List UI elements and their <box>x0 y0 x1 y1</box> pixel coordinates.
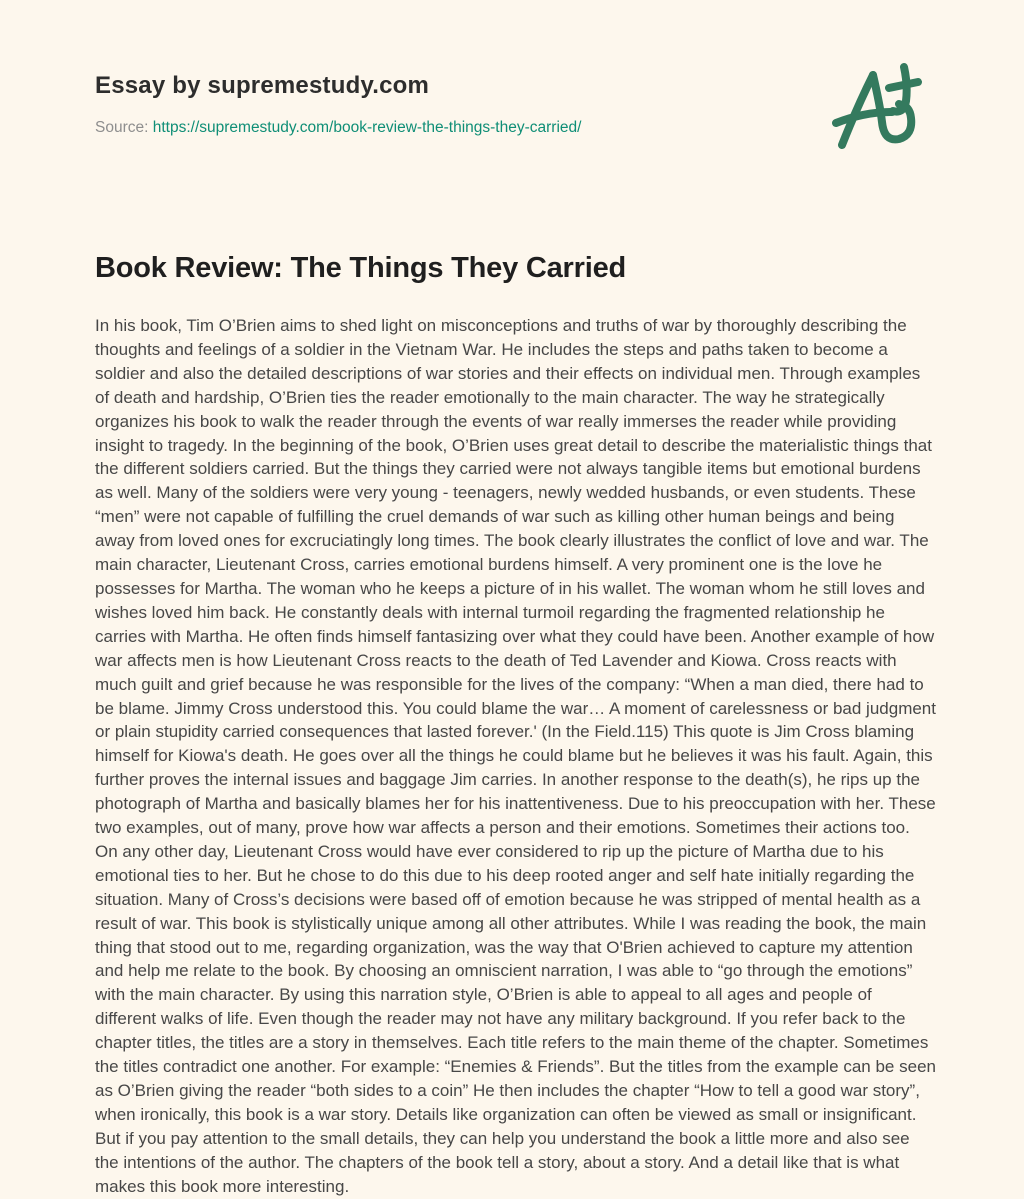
article-title: Book Review: The Things They Carried <box>95 252 627 284</box>
page-header-title: Essay by supremestudy.com <box>95 72 430 99</box>
source-label: Source: <box>95 119 149 136</box>
article-body-text: In his book, Tim O’Brien aims to shed light on misconceptions and truths of war by thoroughly describing the thoughts and feelings of a soldier in the Vietnam War. He includes the steps and paths taken to become a soldier and also the detailed descriptions of war stories and their effects on individual men. Through examples of death and hardship, O’Brien ties the reader emotionally to the main character. The way he strategically organizes his book to walk the reader through the events of war really immerses the reader while providing insight to tragedy. In the beginning of the book, O’Brien uses great detail to describe the materialistic things that the different soldiers carried. But the things they carried were not always tangible items but emotional burdens as well. Many of the soldiers were very young - teenagers, newly wedded husbands, or even students. These “men” were not capable of fulfilling the cruel demands of war such as killing other human beings and being away from loved ones for excruciatingly long times. The book clearly illustrates the conflict of love and war. The main character, Lieutenant Cross, carries emotional burdens himself. A very prominent one is the love he possesses for Martha. The woman who he keeps a picture of in his wallet. The woman whom he still loves and wishes loved him back. He constantly deals with internal turmoil regarding the fragmented relationship he carries with Martha. He often finds himself fantasizing over what they could have been. Another example of how war affects men is how Lieutenant Cross reacts to the death of Ted Lavender and Kiowa. Cross reacts with much guilt and grief because he was responsible for the lives of the company: “When a man died, there had to be blame. Jimmy Cross understood this. You could blame the war… A moment of carelessness or bad judgment or plain stupidity carried consequences that lasted forever.' (In the Field.115) This quote is Jim Cross blaming himself for Kiowa's death. He goes over all the things he could blame but he believes it was his fault. Again, this further proves the internal issues and baggage Jim carries. In another response to the death(s), he rips up the photograph of Martha and basically blames her for his inattentiveness. Due to his preoccupation with her. These two examples, out of many, prove how war affects a person and their emotions. Sometimes their actions too. On any other day, Lieutenant Cross would have ever considered to rip up the picture of Martha due to his emotional ties to her. But he chose to do this due to his deep rooted anger and self hate initially regarding the situation. Many of Cross’s decisions were based off of emotion because he was stripped of mental health as a result of war. This book is stylistically unique among all other attributes. While I was reading the book, the main thing that stood out to me, regarding organization, was the way that O'Brien achieved to capture my attention and help me relate to the book. By choosing an omniscient narration, I was able to “go through the emotions” with the main character. By using this narration style, O’Brien is able to appeal to all ages and people of different walks of life. Even though the reader may not have any military background. If you refer back to the chapter titles, the titles are a story in themselves. Each title refers to the main theme of the chapter. Sometimes the titles contradict one another. For example: “Enemies & Friends”. But the titles from the example can be seen as O’Brien giving the reader “both sides to a coin” He then includes the chapter “How to tell a good war story”, when ironically, this book is a war story. Details like organization can often be viewed as small or insignificant. But if you pay attention to the small details, they can help you understand the book a little more and also see the intentions of the author. The chapters of the book tell a story, about a story. And a detail like that is what makes this book more interesting. <box>95 316 936 1196</box>
a-plus-logo-icon <box>812 58 962 180</box>
source-line <box>95 119 581 137</box>
source-url-link[interactable]: https://supremestudy.com/book-review-the-things-they-carried/ <box>152 119 582 136</box>
